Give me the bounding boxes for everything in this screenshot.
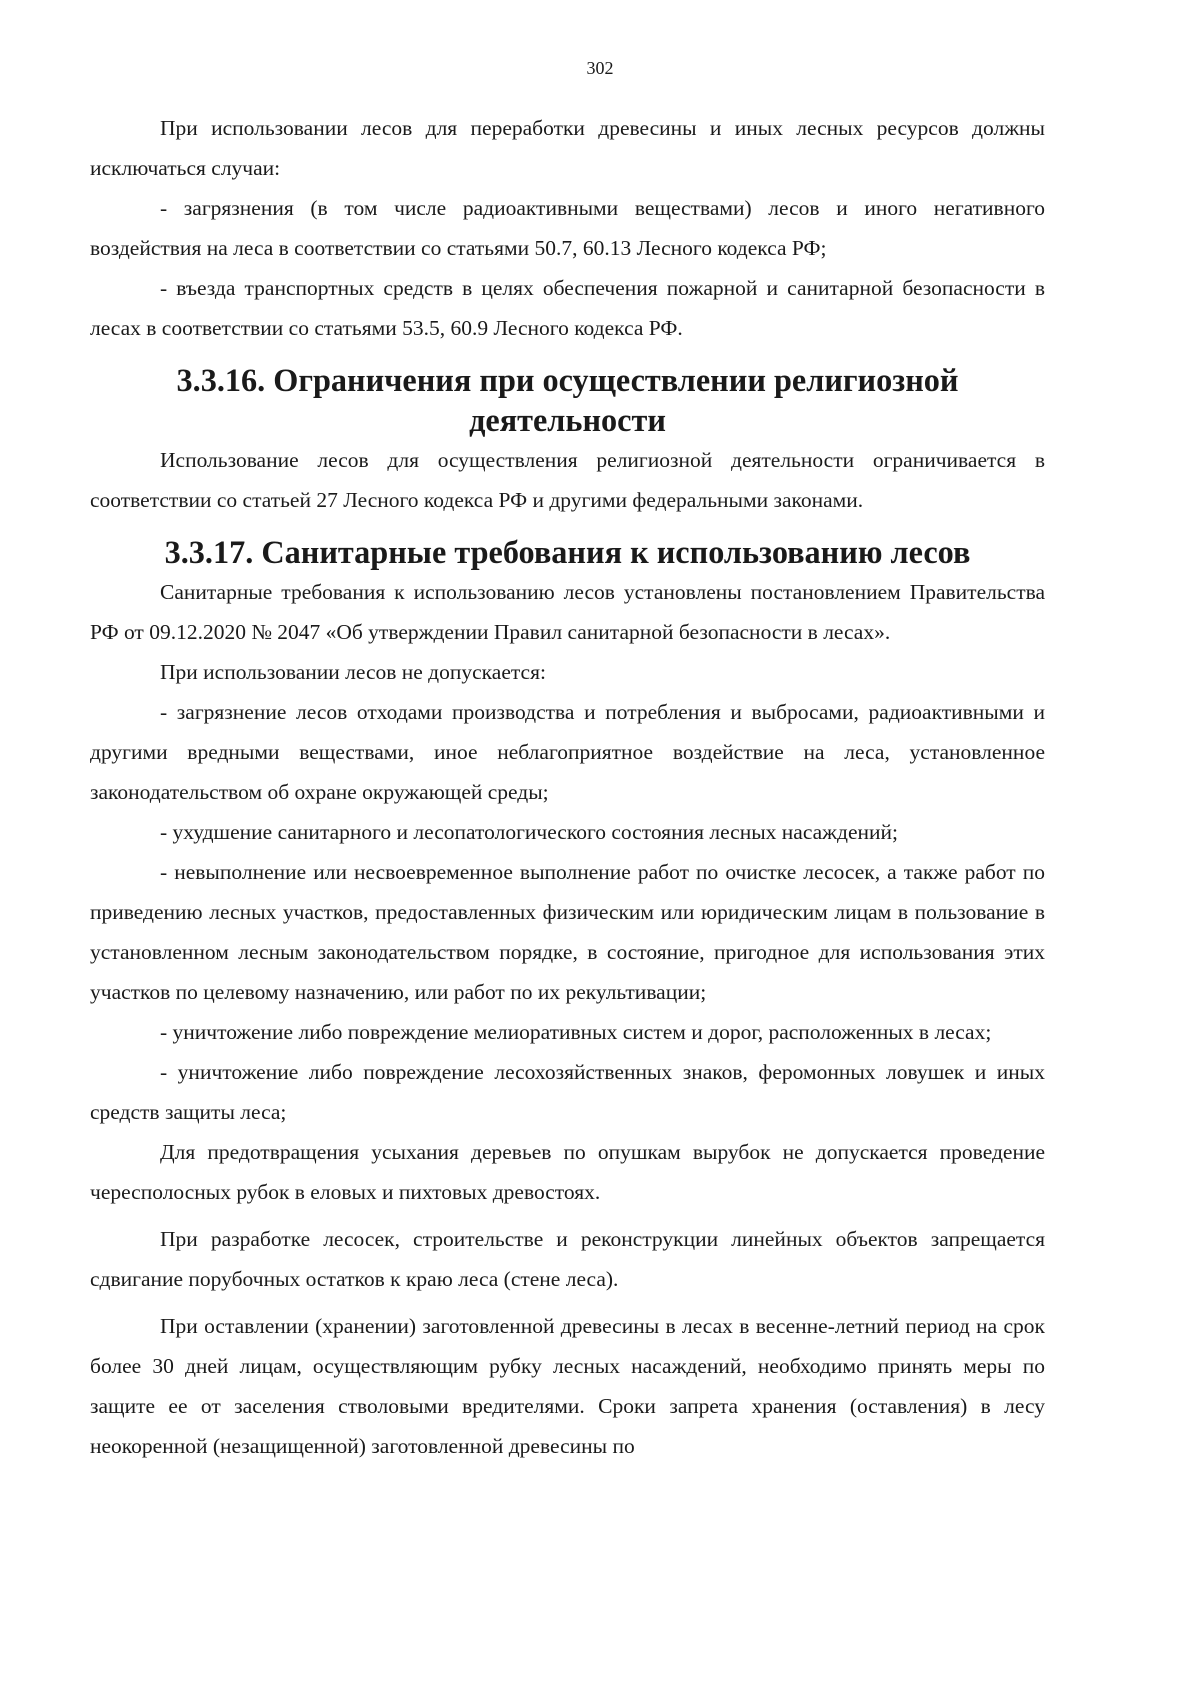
list-item: - загрязнение лесов отходами производства и потребления и выбросами, радиоактивными и другими вредными веществами, иное неблагоприятное воздействие на леса, установленное законодательством об охране окружающей среды; xyxy=(90,700,1045,804)
list-item: - загрязнения (в том числе радиоактивными веществами) лесов и иного негативного воздействия на леса в соответствии со статьями 50.7, 60.13 Лесного кодекса РФ; xyxy=(90,196,1045,260)
paragraph: Использование лесов для осуществления религиозной деятельности ограничивается в соответствии со статьей 27 Лесного кодекса РФ и другими федеральными законами. xyxy=(90,448,1045,512)
paragraph: При использовании лесов не допускается: xyxy=(160,660,546,684)
page-content xyxy=(90,108,1045,1466)
paragraph: При использовании лесов для переработки древесины и иных лесных ресурсов должны исключаться случаи: xyxy=(90,116,1045,180)
section-heading-3-3-16: 3.3.16. Ограничения при осуществлении религиозной деятельности xyxy=(176,362,959,438)
list-item: - ухудшение санитарного и лесопатологического состояния лесных насаждений; xyxy=(160,820,898,844)
paragraph: При разработке лесосек, строительстве и реконструкции линейных объектов запрещается сдвигание порубочных остатков к краю леса (стене леса). xyxy=(90,1227,1045,1291)
paragraph: Для предотвращения усыхания деревьев по опушкам вырубок не допускается проведение чересполосных рубок в еловых и пихтовых древостоях. xyxy=(90,1140,1045,1204)
paragraph: При оставлении (хранении) заготовленной древесины в лесах в весенне-летний период на срок более 30 дней лицам, осуществляющим рубку лесных насаждений, необходимо принять меры по защите ее от заселения стволовыми вредителями. Сроки запрета хранения (оставления) в лесу неокоренной (незащищенной) заготовленной древесины по xyxy=(90,1314,1045,1458)
section-heading-3-3-17: 3.3.17. Санитарные требования к использованию лесов xyxy=(164,534,971,570)
list-item: - въезда транспортных средств в целях обеспечения пожарной и санитарной безопасности в лесах в соответствии со статьями 53.5, 60.9 Лесного кодекса РФ. xyxy=(90,276,1045,340)
page-number: 302 xyxy=(586,58,614,78)
list-item: - уничтожение либо повреждение лесохозяйственных знаков, феромонных ловушек и иных средств защиты леса; xyxy=(90,1060,1045,1124)
list-item: - невыполнение или несвоевременное выполнение работ по очистке лесосек, а также работ по приведению лесных участков, предоставленных физическим или юридическим лицам в пользование в установленном лесным законодательством порядке, в состояние, пригодное для использования этих участков по целевому назначению, или работ по их рекультивации; xyxy=(90,860,1045,1004)
paragraph: Санитарные требования к использованию лесов установлены постановлением Правительства РФ от 09.12.2020 № 2047 «Об утверждении Правил санитарной безопасности в лесах». xyxy=(90,580,1045,644)
list-item: - уничтожение либо повреждение мелиоративных систем и дорог, расположенных в лесах; xyxy=(160,1020,992,1044)
